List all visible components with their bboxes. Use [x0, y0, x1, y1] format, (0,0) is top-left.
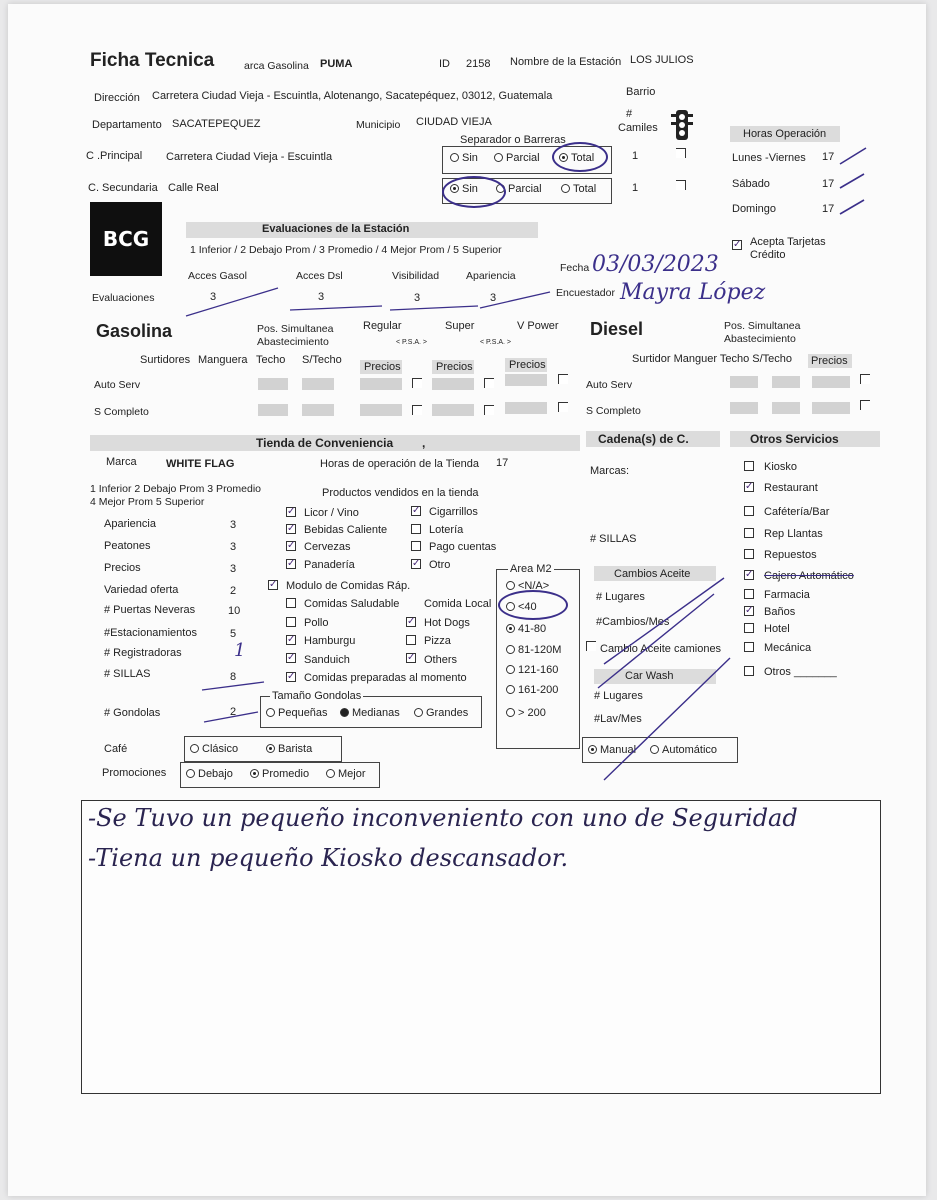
- rating-sillas-label: # SILLAS: [104, 668, 151, 680]
- diesel-input-stecho-auto[interactable]: [772, 376, 800, 388]
- horas-sabado-label: Sábado: [732, 178, 770, 190]
- comidas-hamburgu-label: Hamburgu: [304, 635, 356, 647]
- gasolina-col-stecho: S/Techo: [302, 354, 342, 366]
- otros-repuestos-checkbox[interactable]: [744, 549, 754, 559]
- producto-licor-label: Licor / Vino: [304, 507, 359, 519]
- area-81-120-radio[interactable]: 81-120M: [506, 644, 561, 656]
- rating-gondolas-value: 2: [230, 706, 237, 718]
- principal-total-radio[interactable]: Total: [559, 152, 594, 164]
- rating-precios-value: 3: [230, 563, 237, 575]
- otros-repuestos-label: Repuestos: [764, 549, 817, 561]
- diesel-pos-simultanea: Pos. Simultanea: [724, 320, 801, 332]
- id-value: 2158: [466, 58, 491, 70]
- cafe-barista-radio[interactable]: Barista: [266, 743, 312, 755]
- otros-mecanica-checkbox[interactable]: [744, 642, 754, 652]
- rating-apariencia-value: 3: [230, 519, 237, 531]
- input-stecho-auto[interactable]: [302, 378, 334, 390]
- eval-value-acces-dsl: 3: [318, 291, 325, 303]
- comidas-pollo-label: Pollo: [304, 617, 329, 629]
- producto-cervezas-checkbox[interactable]: ✓: [287, 540, 296, 551]
- producto-otro-checkbox[interactable]: ✓: [412, 558, 421, 569]
- comidas-hamburgu-checkbox[interactable]: ✓: [287, 634, 296, 645]
- otros-mecanica-label: Mecánica: [764, 642, 812, 654]
- producto-bebidas-checkbox[interactable]: ✓: [287, 523, 296, 534]
- camiles-checkbox-1[interactable]: [676, 148, 686, 158]
- radio-parcial-icon: [494, 153, 503, 162]
- form-sheet: [8, 4, 926, 1196]
- c-principal-value: Carretera Ciudad Vieja - Escuintla: [166, 151, 333, 163]
- carwash-lav: #Lav/Mes: [594, 713, 642, 725]
- comidas-saludable-checkbox[interactable]: [286, 598, 296, 608]
- eval-col-apariencia: Apariencia: [466, 270, 516, 282]
- comidas-others-label: Others: [424, 654, 458, 666]
- producto-panaderia-checkbox[interactable]: ✓: [287, 558, 296, 569]
- traffic-light-icon: [671, 108, 693, 142]
- area-gt200-radio[interactable]: > 200: [506, 707, 546, 719]
- acepta-tarjetas-label: Acepta Tarjetas Crédito: [750, 236, 826, 261]
- municipio-value: CIUDAD VIEJA: [416, 116, 492, 128]
- tienda-marca-label: Marca: [106, 456, 137, 468]
- area-121-160-radio[interactable]: 121-160: [506, 664, 558, 676]
- otros-otros-label: Otros _______: [764, 666, 837, 678]
- rating-estacionamientos-value: 5: [230, 628, 237, 640]
- otros-kiosko-label: Kiosko: [764, 461, 798, 473]
- principal-parcial-radio[interactable]: Parcial: [494, 152, 540, 164]
- horas-title: Horas Operación: [743, 128, 827, 140]
- marca-value: PUMA: [320, 58, 353, 70]
- cambios-title: Cambios Aceite: [614, 568, 691, 580]
- input-super-completo[interactable]: [432, 404, 474, 416]
- gasolina-title: Gasolina: [96, 321, 173, 341]
- modulo-comidas-checkbox[interactable]: ✓: [269, 579, 278, 590]
- producto-bebidas-label: Bebidas Caliente: [304, 524, 388, 536]
- diesel-title: Diesel: [590, 319, 644, 339]
- psa-label-1: < P.S.A. >: [396, 339, 428, 346]
- separador-label: Separador o Barreras: [460, 134, 566, 146]
- comidas-pizza-checkbox[interactable]: [406, 635, 416, 645]
- otros-hotel-label: Hotel: [764, 623, 790, 635]
- handwritten-check-marks: [838, 142, 868, 218]
- diesel-psa-completo-checkbox[interactable]: [860, 400, 870, 410]
- area-41-80-radio[interactable]: 41-80: [506, 623, 546, 635]
- producto-otro-label: Otro: [429, 559, 451, 571]
- gasolina-regular: Regular: [363, 320, 402, 332]
- marca-label: arca Gasolina: [244, 60, 309, 72]
- comidas-others-checkbox[interactable]: ✓: [407, 652, 416, 663]
- cafe-label: Café: [104, 743, 128, 755]
- secundaria-parcial-radio[interactable]: Parcial: [496, 183, 542, 195]
- radio-icon: [506, 685, 515, 694]
- diesel-s-completo: S Completo: [586, 405, 641, 417]
- otros-farmacia-label: Farmacia: [764, 589, 810, 601]
- c-secundaria-label: C. Secundaria: [88, 182, 158, 194]
- psa-regular-auto-checkbox[interactable]: [412, 378, 422, 388]
- fecha-value: 03/03/2023: [592, 252, 719, 277]
- otros-cafeteria-checkbox[interactable]: [744, 506, 754, 516]
- comidas-saludable-label: Comidas Saludable: [304, 598, 400, 610]
- tienda-horas-label: Horas de operación de la Tienda: [320, 458, 479, 470]
- handwritten-strikethrough-cadena: [584, 568, 734, 782]
- diesel-abastecimiento: Abastecimiento: [724, 333, 796, 345]
- form-title: Ficha Tecnica: [90, 50, 215, 71]
- otros-banos-checkbox[interactable]: ✓: [745, 605, 754, 616]
- comidas-preparadas-label: Comidas preparadas al momento: [304, 672, 467, 684]
- fecha-label: Fecha: [560, 262, 590, 274]
- tamano-grandes-radio[interactable]: Grandes: [414, 707, 468, 719]
- diesel-psa-auto-checkbox[interactable]: [860, 374, 870, 384]
- rating-neveras-label: # Puertas Neveras: [104, 604, 196, 616]
- radio-filled-icon: [266, 744, 275, 753]
- diesel-cols: Surtidor Manguer Techo S/Techo: [632, 353, 792, 365]
- gasolina-pos-simultanea: Pos. Simultanea: [257, 323, 334, 335]
- diesel-input-techo-auto[interactable]: [730, 376, 758, 388]
- rating-gondolas-label: # Gondolas: [104, 707, 161, 719]
- evaluaciones-label: Evaluaciones: [92, 292, 155, 304]
- rating-neveras-value: 10: [228, 605, 241, 617]
- productos-title: Productos vendidos en la tienda: [322, 487, 479, 499]
- direccion-value: Carretera Ciudad Vieja - Escuintla, Alotenango, Sacatepéquez, 03012, Guatemala: [152, 90, 553, 102]
- tienda-marca-value: WHITE FLAG: [166, 458, 235, 470]
- eval-value-visibilidad: 3: [414, 292, 421, 304]
- otros-kiosko-checkbox[interactable]: [744, 461, 754, 471]
- diesel-auto-serv: Auto Serv: [586, 379, 633, 391]
- psa-super-auto-checkbox[interactable]: [484, 378, 494, 388]
- departamento-value: SACATEPEQUEZ: [172, 118, 261, 130]
- comidas-pollo-checkbox[interactable]: [286, 617, 296, 627]
- carwash-title: Car Wash: [625, 670, 674, 682]
- rating-peatones-value: 3: [230, 541, 237, 553]
- gasolina-vpower: V Power: [517, 320, 559, 332]
- tienda-horas-value: 17: [496, 457, 509, 469]
- otros-cajero-checkbox[interactable]: ✓: [745, 569, 754, 580]
- diesel-input-techo-completo[interactable]: [730, 402, 758, 414]
- otros-restaurant-label: Restaurant: [764, 482, 818, 494]
- gasolina-s-completo: S Completo: [94, 406, 149, 418]
- horas-lunes-value: 17: [822, 151, 835, 163]
- handwritten-strokes-tienda: [198, 676, 268, 726]
- input-super-auto[interactable]: [432, 378, 474, 390]
- carwash-manual-radio[interactable]: Manual: [588, 744, 636, 756]
- station-name-label: Nombre de la Estación: [510, 56, 622, 68]
- otros-banos-label: Baños: [764, 606, 796, 618]
- camiles-principal: 1: [632, 150, 639, 162]
- radio-icon: [506, 665, 515, 674]
- promo-mejor-radio[interactable]: Mejor: [326, 768, 366, 780]
- psa-vpower-completo-checkbox[interactable]: [558, 402, 568, 412]
- otros-otros-checkbox[interactable]: [744, 666, 754, 676]
- horas-lunes-label: Lunes -Viernes: [732, 152, 806, 164]
- cambio-camiones-label: Cambio Aceite camiones: [600, 643, 722, 655]
- gasolina-col-surtidores: Surtidores: [140, 354, 191, 366]
- comidas-sanduich-label: Sanduich: [304, 654, 350, 666]
- diesel-input-precio-completo[interactable]: [812, 402, 850, 414]
- eval-value-acces-gasol: 3: [210, 291, 217, 303]
- camiles-secundaria: 1: [632, 182, 639, 194]
- input-techo-completo[interactable]: [258, 404, 288, 416]
- rating-sillas-value: 8: [230, 671, 237, 683]
- promociones-label: Promociones: [102, 767, 167, 779]
- producto-licor-checkbox[interactable]: ✓: [287, 506, 296, 517]
- encuestador-value: Mayra López: [620, 280, 766, 305]
- diesel-input-precio-auto[interactable]: [812, 376, 850, 388]
- cafe-clasico-radio[interactable]: Clásico: [190, 743, 238, 755]
- radio-icon: [190, 744, 199, 753]
- otros-llantas-label: Rep Llantas: [764, 528, 823, 540]
- rating-registradoras-value: 1: [234, 640, 246, 661]
- radio-icon: [506, 645, 515, 654]
- horas-sabado-value: 17: [822, 178, 835, 190]
- camiles-hash: #: [626, 108, 633, 120]
- diesel-input-stecho-completo[interactable]: [772, 402, 800, 414]
- c-secundaria-value: Calle Real: [168, 182, 219, 194]
- otros-farmacia-checkbox[interactable]: [744, 589, 754, 599]
- comidas-sanduich-checkbox[interactable]: ✓: [287, 652, 296, 663]
- producto-cigarrillos-label: Cigarrillos: [429, 506, 478, 518]
- precios-label-super: Precios: [436, 361, 473, 373]
- horas-domingo-value: 17: [822, 203, 835, 215]
- tienda-title: Tienda de Conveniencia: [256, 436, 394, 450]
- tienda-scale-1: 1 Inferior 2 Debajo Prom 3 Promedio: [90, 483, 261, 495]
- camiles-label: Camiles: [618, 122, 658, 134]
- radio-icon: [506, 708, 515, 717]
- psa-super-completo-checkbox[interactable]: [484, 405, 494, 415]
- psa-label-2: < P.S.A. >: [480, 339, 512, 346]
- radio-icon: [266, 708, 275, 717]
- barrio-label: Barrio: [626, 86, 656, 98]
- gasolina-auto-serv: Auto Serv: [94, 379, 141, 391]
- otros-title: Otros Servicios: [750, 432, 839, 446]
- secundaria-sin-radio[interactable]: Sin: [450, 183, 478, 195]
- carwash-automatico-radio[interactable]: Automático: [650, 744, 717, 756]
- municipio-label: Municipio: [356, 119, 401, 131]
- rating-peatones-label: Peatones: [104, 540, 151, 552]
- otros-cafeteria-label: Cafétería/Bar: [764, 506, 830, 518]
- gasolina-col-techo: Techo: [256, 354, 286, 366]
- radio-sin-icon: [450, 153, 459, 162]
- direccion-label: Dirección: [94, 92, 140, 104]
- area-lt40-radio[interactable]: <40: [506, 601, 537, 613]
- cadena-sillas: # SILLAS: [590, 533, 637, 545]
- psa-vpower-auto-checkbox[interactable]: [558, 374, 568, 384]
- secundaria-total-radio[interactable]: Total: [561, 183, 596, 195]
- rating-variedad-value: 2: [230, 585, 237, 597]
- gasolina-super: Super: [445, 320, 475, 332]
- input-vpower-completo[interactable]: [505, 402, 547, 414]
- handwritten-circle-total: [552, 142, 608, 172]
- area-161-200-radio[interactable]: 161-200: [506, 684, 558, 696]
- radio-filled-icon: [250, 769, 259, 778]
- handwritten-circle-sin: [442, 176, 506, 208]
- producto-cervezas-label: Cervezas: [304, 541, 351, 553]
- otros-cajero-label: Cajero Automático: [764, 570, 854, 582]
- camiles-checkbox-2[interactable]: [676, 180, 686, 190]
- comida-local-label: Comida Local: [424, 598, 492, 610]
- rating-registradoras-label: # Registradoras: [104, 647, 182, 659]
- eval-col-acces-gasol: Acces Gasol: [188, 270, 247, 282]
- eval-col-acces-dsl: Acces Dsl: [296, 270, 343, 282]
- input-vpower-auto[interactable]: [505, 374, 547, 386]
- input-regular-completo[interactable]: [360, 404, 402, 416]
- cadena-title: Cadena(s) de C.: [598, 432, 689, 446]
- radio-icon: [414, 708, 423, 717]
- producto-cigarrillos-checkbox[interactable]: ✓: [412, 505, 421, 516]
- producto-panaderia-label: Panadería: [304, 559, 355, 571]
- rating-precios-label: Precios: [104, 562, 141, 574]
- cadena-marcas: Marcas:: [590, 465, 630, 477]
- acepta-tarjetas-checkbox[interactable]: ✓: [733, 239, 742, 250]
- handwritten-underlines: [178, 280, 558, 320]
- comidas-hotdogs-checkbox[interactable]: ✓: [407, 616, 416, 627]
- otros-restaurant-checkbox[interactable]: ✓: [745, 481, 754, 492]
- evaluaciones-scale: 1 Inferior / 2 Debajo Prom / 3 Promedio / 4 Mejor Prom / 5 Superior: [190, 244, 502, 256]
- rating-variedad-label: Variedad oferta: [104, 584, 179, 596]
- psa-regular-completo-checkbox[interactable]: [412, 405, 422, 415]
- modulo-comidas-label: Modulo de Comidas Ráp.: [286, 580, 411, 592]
- gasolina-col-manguera: Manguera: [198, 354, 248, 366]
- id-label: ID: [439, 58, 450, 70]
- precios-label-regular: Precios: [364, 361, 401, 373]
- producto-loteria-label: Lotería: [429, 524, 464, 536]
- comidas-pizza-label: Pizza: [424, 635, 451, 647]
- principal-sin-radio[interactable]: Sin: [450, 152, 478, 164]
- area-title: Area M2: [510, 563, 552, 575]
- c-principal-label: C .Principal: [86, 150, 143, 162]
- carwash-lugares: # Lugares: [594, 690, 643, 702]
- tamano-gondolas-title: Tamaño Gondolas: [272, 690, 362, 702]
- rating-apariencia-label: Apariencia: [104, 518, 156, 530]
- encuestador-label: Encuestador: [556, 287, 615, 299]
- horas-domingo-label: Domingo: [732, 203, 777, 215]
- input-stecho-completo[interactable]: [302, 404, 334, 416]
- producto-loteria-checkbox[interactable]: [411, 524, 421, 534]
- area-na-radio[interactable]: <N/A>: [506, 580, 549, 592]
- notes-line-1: -Se Tuvo un pequeño inconveniento con uno de Seguridad: [88, 804, 798, 832]
- radio-icon: [326, 769, 335, 778]
- tienda-scale-2: 4 Mejor Prom 5 Superior: [90, 496, 205, 508]
- handwritten-circle-area: [498, 590, 568, 620]
- comidas-preparadas-checkbox[interactable]: ✓: [287, 671, 296, 682]
- bcg-logo: BCG: [90, 202, 162, 276]
- otros-hotel-checkbox[interactable]: [744, 623, 754, 633]
- cambios-lugares: # Lugares: [596, 591, 645, 603]
- diesel-precios: Precios: [811, 355, 848, 367]
- promo-promedio-radio[interactable]: Promedio: [250, 768, 309, 780]
- eval-value-apariencia: 3: [490, 292, 497, 304]
- precios-label-vpower: Precios: [509, 359, 546, 371]
- evaluaciones-title: Evaluaciones de la Estación: [262, 223, 410, 235]
- input-regular-auto[interactable]: [360, 378, 402, 390]
- notes-line-2: -Tiena un pequeño Kiosko descansador.: [88, 844, 569, 872]
- otros-llantas-checkbox[interactable]: [744, 528, 754, 538]
- promo-debajo-radio[interactable]: Debajo: [186, 768, 233, 780]
- radio-filled-icon: [340, 708, 349, 717]
- eval-col-visibilidad: Visibilidad: [392, 270, 440, 282]
- departamento-label: Departamento: [92, 119, 162, 131]
- radio-icon: [186, 769, 195, 778]
- gasolina-abastecimiento: Abastecimiento: [257, 336, 329, 348]
- rating-estacionamientos-label: #Estacionamientos: [104, 627, 197, 639]
- tienda-title-comma: ,: [422, 436, 426, 450]
- radio-icon: [506, 581, 515, 590]
- input-techo-auto[interactable]: [258, 378, 288, 390]
- comidas-hotdogs-label: Hot Dogs: [424, 617, 470, 629]
- producto-pago-label: Pago cuentas: [429, 541, 497, 553]
- producto-pago-checkbox[interactable]: [411, 541, 421, 551]
- radio-total-icon: [561, 184, 570, 193]
- radio-filled-icon: [506, 624, 515, 633]
- station-name-value: LOS JULIOS: [630, 54, 694, 66]
- cambios-mes: #Cambios/Mes: [596, 616, 670, 628]
- tamano-pequenas-radio[interactable]: Pequeñas: [266, 707, 328, 719]
- tamano-medianas-radio[interactable]: Medianas: [340, 707, 400, 719]
